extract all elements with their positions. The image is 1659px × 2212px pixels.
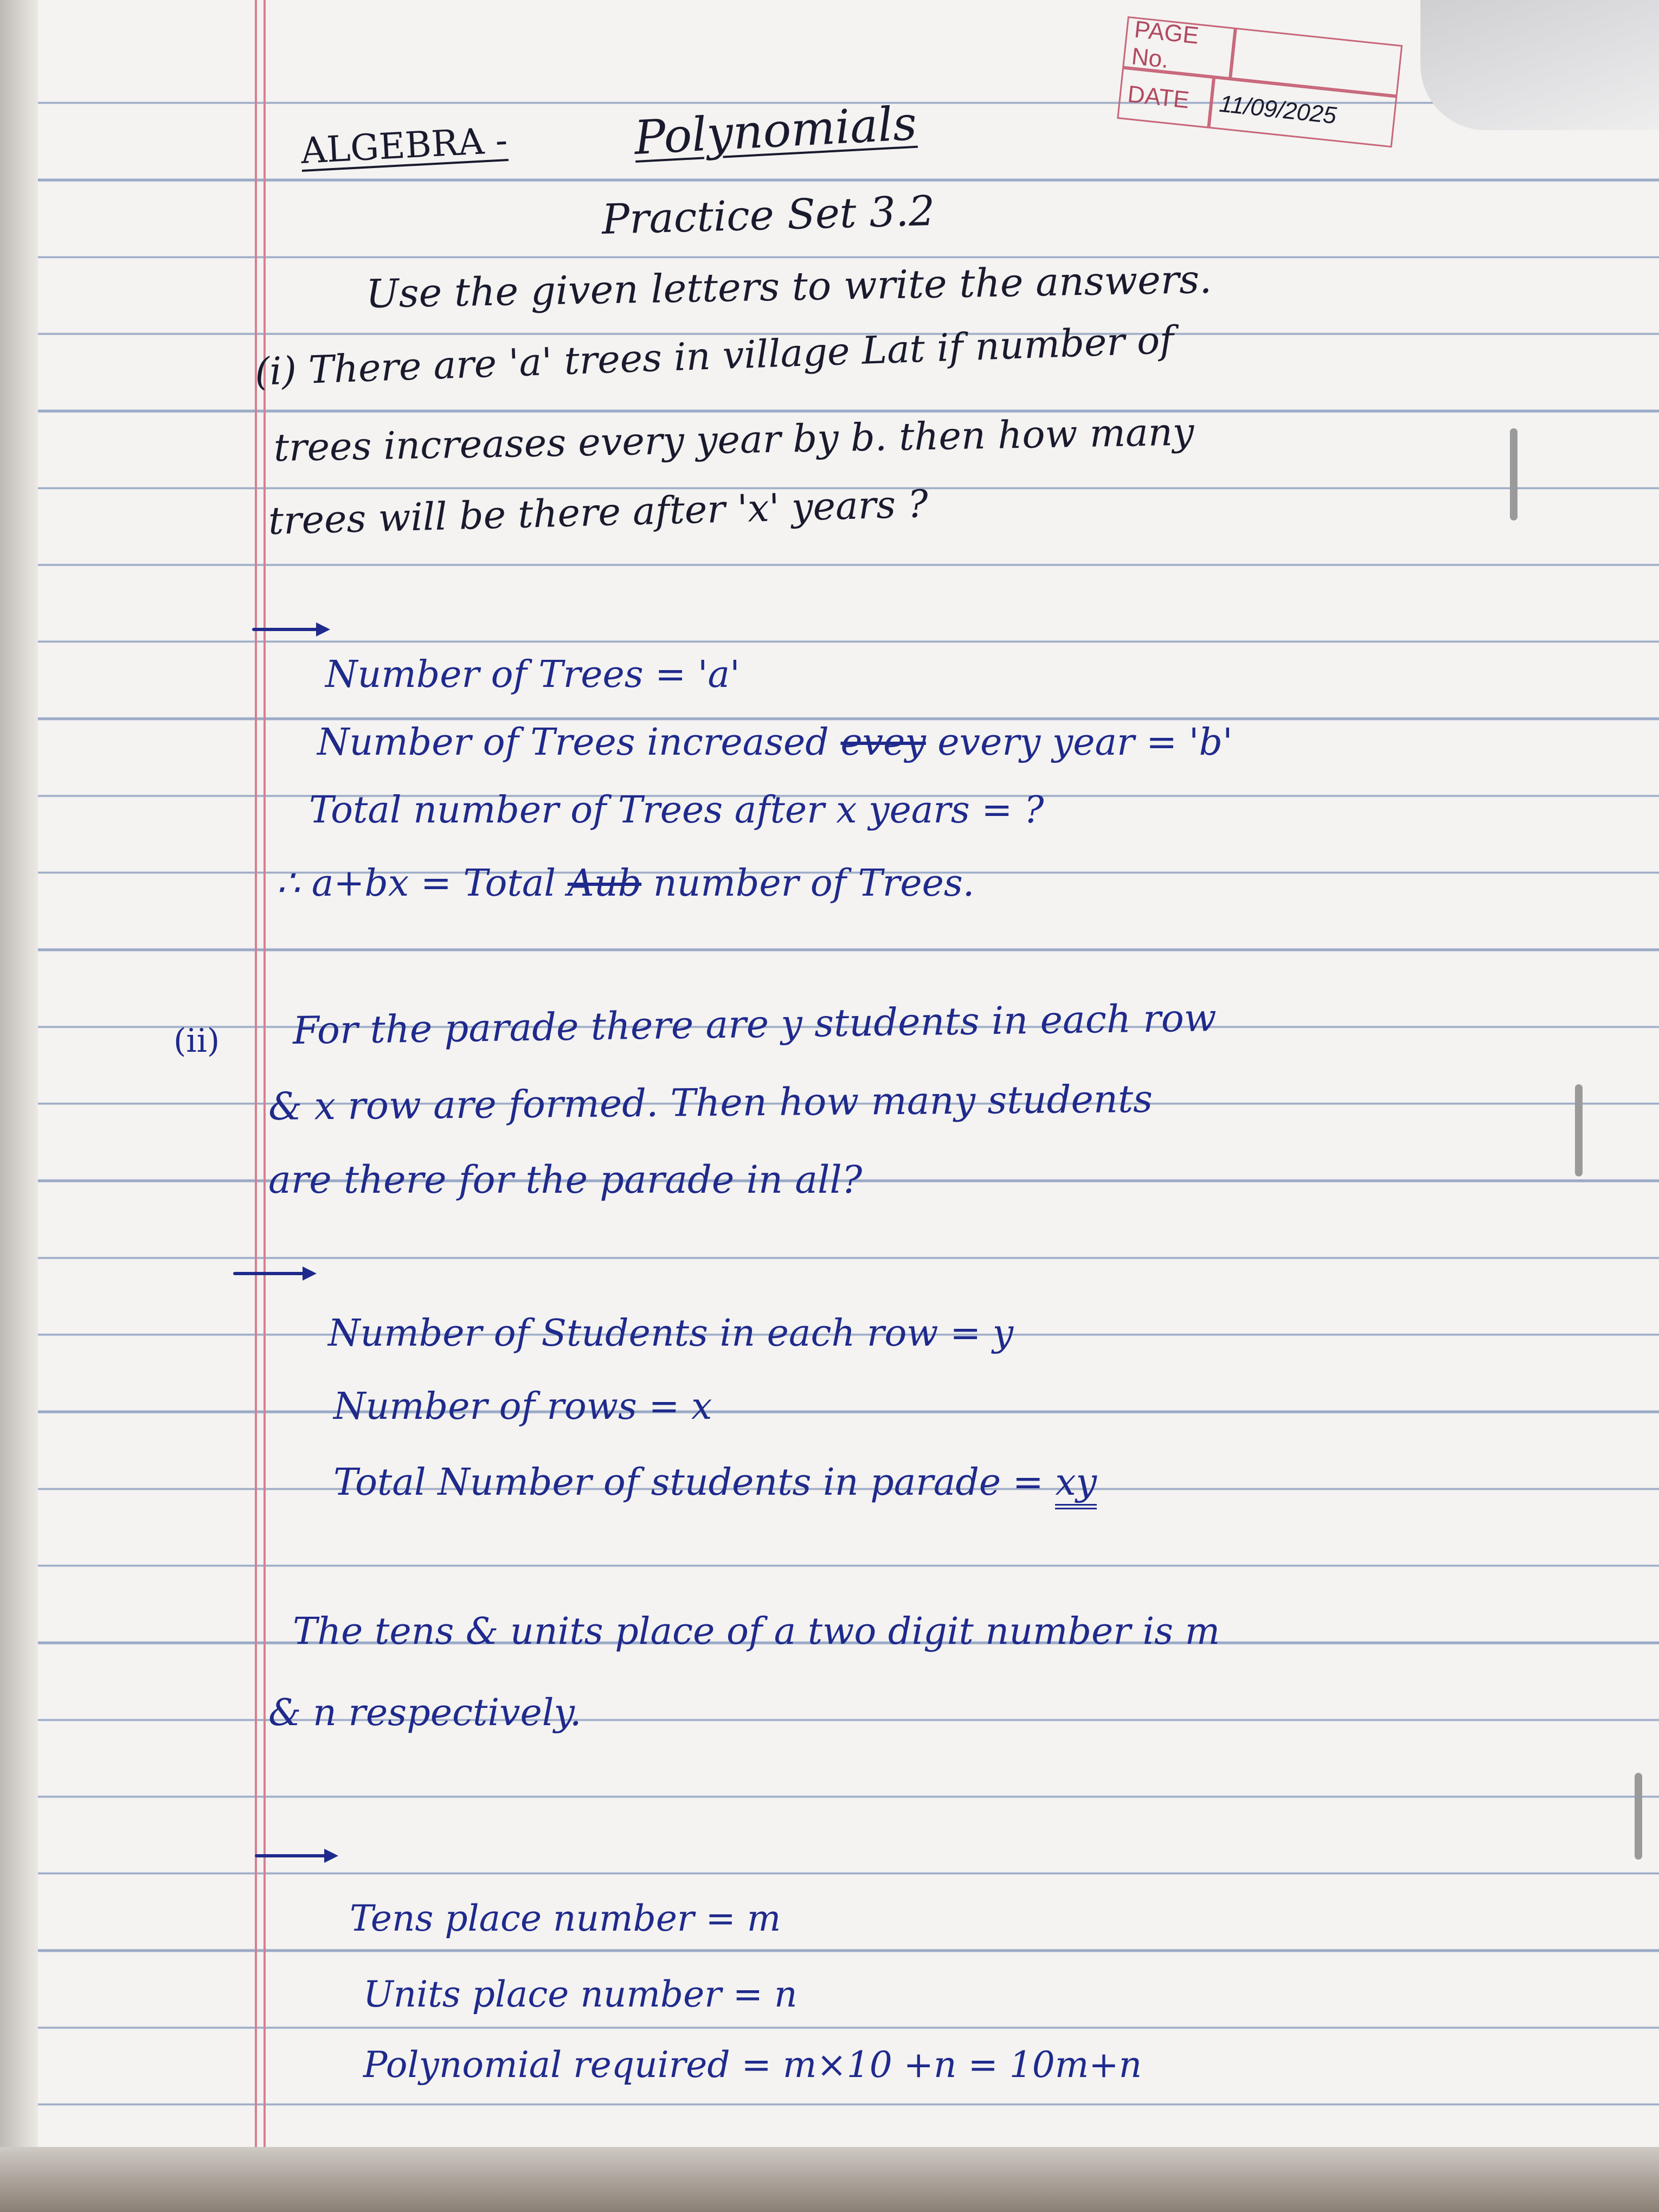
q2-answer-3a: Total Number of students in parade = <box>333 1461 1044 1504</box>
q2-line3: are there for the parade in all? <box>268 1158 863 1202</box>
q2-line1: For the parade there are y students in each row <box>292 995 1217 1053</box>
q1-answer-4a: ∴ a+bx = Total <box>276 862 556 905</box>
q1-answer-2b: every year = 'b' <box>937 721 1233 764</box>
q3-line2: & n respectively. <box>268 1692 582 1734</box>
paper-corner <box>1420 0 1659 130</box>
q1-answer-4-struck: Aub <box>567 862 642 905</box>
instruction-text: Use the given letters to write the answers. <box>365 256 1212 317</box>
q3-line1: The tens & units place of a two digit number is m <box>293 1610 1220 1653</box>
q2-line2: & x row are formed. Then how many students <box>268 1076 1153 1129</box>
q1-line3: trees will be there after 'x' years ? <box>267 481 929 543</box>
q1-answer-2-struck: evey <box>840 721 926 764</box>
topic-text: Polynomials <box>633 96 918 165</box>
practice-set-title: Practice Set 3.2 <box>601 186 936 243</box>
q3-answer-2: Units place number = n <box>363 1973 798 2015</box>
margin-line <box>263 0 266 2147</box>
q2-answer-2: Number of rows = x <box>333 1385 712 1428</box>
q2-answer-3 <box>333 1461 1097 1504</box>
date-label: DATE <box>1117 67 1214 128</box>
date-value: 11/09/2025 <box>1208 77 1397 147</box>
q1-line1: (i) There are 'a' trees in village Lat if number of <box>254 317 1175 394</box>
page-binding <box>0 0 38 2212</box>
q3-answer-1: Tens place number = m <box>350 1898 781 1939</box>
answer-arrow-icon <box>255 1854 336 1857</box>
binder-clip-icon <box>1575 1084 1583 1176</box>
desk-edge <box>0 2147 1659 2212</box>
page-no-label: PAGE No. <box>1122 16 1236 79</box>
q2-number: (ii) <box>173 1022 220 1060</box>
page-date-box <box>1113 16 1403 185</box>
binder-clip-icon <box>1510 428 1517 520</box>
q2-answer-1: Number of Students in each row = y <box>328 1312 1014 1355</box>
binder-clip-icon <box>1635 1773 1642 1860</box>
answer-arrow-icon <box>252 628 328 631</box>
q1-answer-3: Total number of Trees after x years = ? <box>309 789 1044 832</box>
subject-text: ALGEBRA - <box>299 119 509 172</box>
q2-answer-final: xy <box>1055 1461 1097 1509</box>
q1-answer-4 <box>276 862 974 905</box>
answer-arrow-icon <box>233 1272 314 1275</box>
margin-line <box>255 0 257 2147</box>
q3-answer-3: Polynomial required = m×10 +n = 10m+n <box>363 2044 1142 2086</box>
q1-answer-2 <box>317 721 1233 764</box>
q1-answer-1: Number of Trees = 'a' <box>325 653 740 696</box>
q1-line2: trees increases every year by b. then how many <box>273 409 1195 470</box>
q1-answer-2a: Number of Trees increased <box>317 721 829 764</box>
q1-answer-4b: number of Trees. <box>653 862 975 905</box>
